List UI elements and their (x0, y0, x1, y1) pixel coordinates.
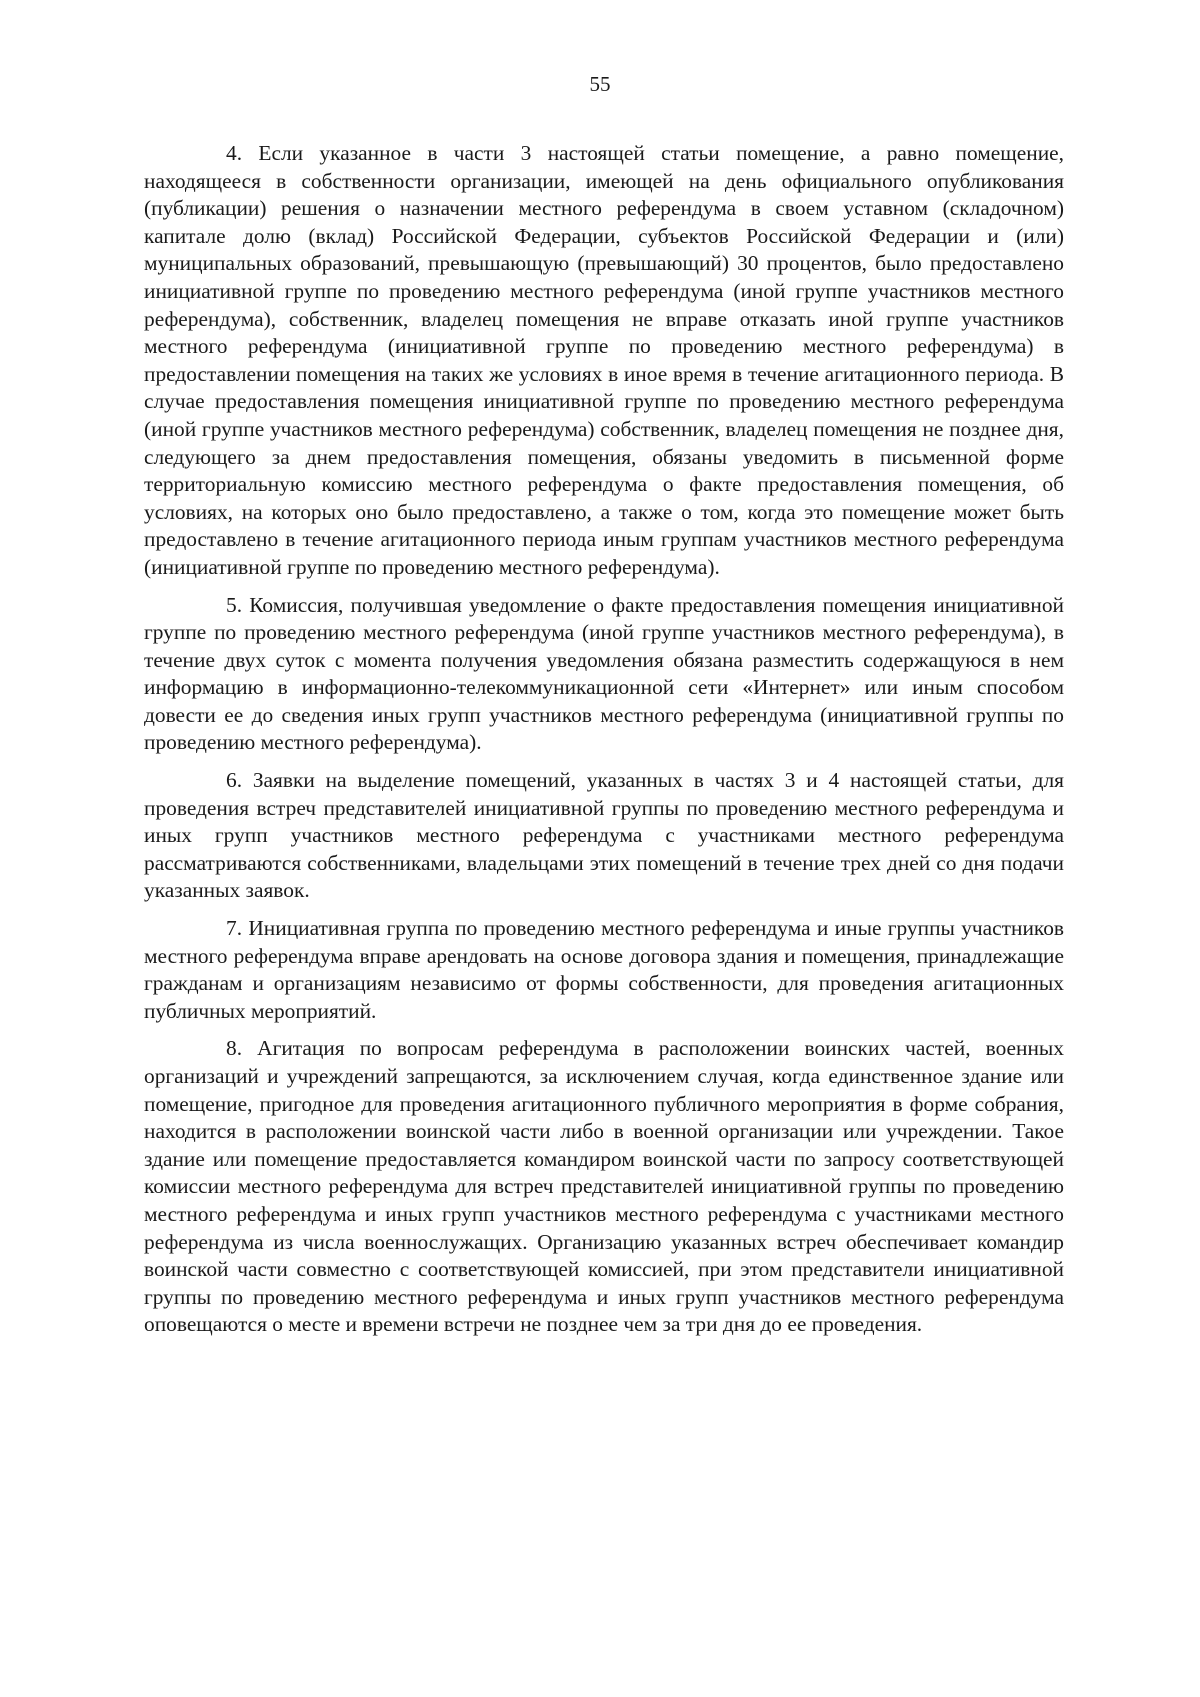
paragraph-5: 5. Комиссия, получившая уведомление о факте предоставления помещения инициативной группе по проведению местного референдума (иной группе участников местного референдума), в течение двух суток с момента получения уведомления обязана разместить содержащуюся в нем информацию в информационно-телекоммуникационной сети «Интернет» или иным способом довести ее до сведения иных групп участников местного референдума (инициативной группы по проведению местного референдума). (144, 592, 1064, 755)
page-number: 55 (589, 72, 611, 96)
paragraph-8: 8. Агитация по вопросам референдума в расположении воинских частей, военных организаций и учреждений запрещаются, за исключением случая, когда единственное здание или помещение, пригодное для проведения агитационного публичного мероприятия в форме собрания, находится в расположении воинской части либо в военной организации или учреждении. Такое здание или помещение предоставляется командиром воинской части по запросу соответствующей комиссии местного референдума для встреч представителей инициативной группы по проведению местного референдума и иных групп участников местного референдума с участниками местного референдума из числа военнослужащих. Организацию указанных встреч обеспечивает командир воинской части совместно с соответствующей комиссией, при этом представители инициативной группы по проведению местного референдума и иных групп участников местного референдума оповещаются о месте и времени встречи не позднее чем за три дня до ее проведения. (144, 1036, 1064, 1337)
paragraph-6: 6. Заявки на выделение помещений, указанных в частях 3 и 4 настоящей статьи, для проведения встреч представителей инициативной группы по проведению местного референдума и иных групп участников местного референдума с участниками местного референдума рассматриваются собственниками, владельцами этих помещений в течение трех дней со дня подачи указанных заявок. (144, 768, 1064, 903)
paragraph-7: 7. Инициативная группа по проведению местного референдума и иные группы участников местного референдума вправе арендовать на основе договора здания и помещения, принадлежащие гражданам и организациям независимо от формы собственности, для проведения агитационных публичных мероприятий. (144, 916, 1064, 1023)
paragraph-4: 4. Если указанное в части 3 настоящей статьи помещение, а равно помещение, находящееся в собственности организации, имеющей на день официального опубликования (публикации) решения о назначении местного референдума в своем уставном (складочном) капитале долю (вклад) Российской Федерации, субъектов Российской Федерации и (или) муниципальных образований, превышающую (превышающий) 30 процентов, было предоставлено инициативной группе по проведению местного референдума (иной группе участников местного референдума), собственник, владелец помещения не вправе отказать иной группе участников местного референдума (инициативной группе по проведению местного референдума) в предоставлении помещения на таких же условиях в иное время в течение агитационного периода. В случае предоставления помещения инициативной группе по проведению местного референдума (иной группе участников местного референдума) собственник, владелец помещения не позднее дня, следующего за днем предоставления помещения, обязаны уведомить в письменной форме территориальную комиссию местного референдума о факте предоставления помещения, об условиях, на которых оно было предоставлено, а также о том, когда это помещение может быть предоставлено в течение агитационного периода иным группам участников местного референдума (инициативной группе по проведению местного референдума). (144, 141, 1064, 579)
document-body (144, 140, 1064, 1349)
